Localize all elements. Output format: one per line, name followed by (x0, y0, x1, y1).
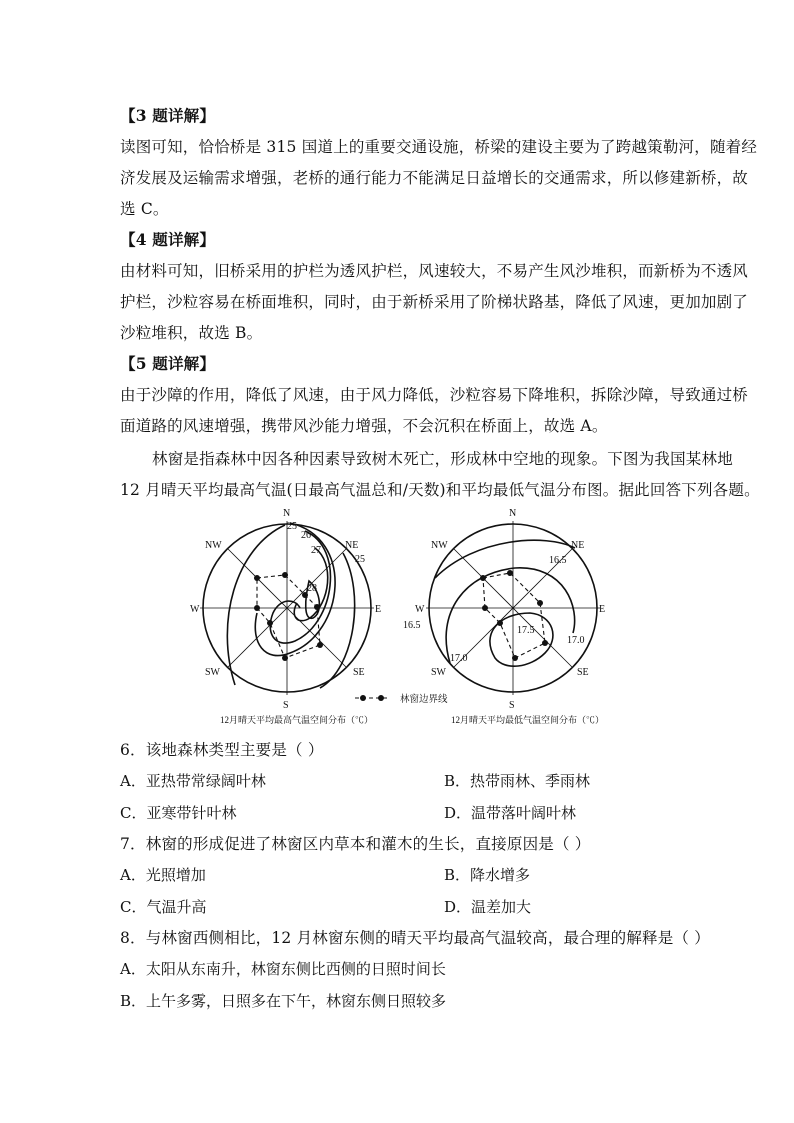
q7-option-b[interactable]: B．降水增多 (444, 866, 531, 884)
isotherm-label: 25 (355, 554, 365, 565)
right-caption: 12月晴天平均最低气温空间分布（℃） (451, 715, 605, 725)
isotherm-label: 26 (301, 530, 311, 541)
dir-nw: NW (431, 540, 448, 551)
q7-option-d[interactable]: D．温差加大 (444, 898, 532, 916)
dir-w: W (190, 604, 200, 615)
dir-e: E (375, 604, 382, 615)
q8-option-b[interactable]: B．上午多雾，日照多在下午，林窗东侧日照较多 (120, 992, 447, 1010)
q7-option-a[interactable]: A．光照增加 (120, 866, 206, 884)
question-6-stem: 6．该地森林类型主要是（ ） (120, 741, 324, 759)
dir-ne: NE (345, 540, 359, 551)
section-4-text: 护栏，沙粒容易在桥面堆积，同时，由于新桥采用了阶梯状路基，降低了风速，更加加剧了 (120, 293, 749, 311)
isotherm-label: 27 (311, 545, 321, 556)
section-4-text: 由材料可知，旧桥采用的护栏为透风护栏，风速较大，不易产生风沙堆积，而新桥为不透风 (120, 262, 749, 280)
isotherm-label: 17.0 (450, 653, 468, 664)
dir-sw: SW (431, 667, 446, 678)
dir-nw: NW (205, 540, 222, 551)
section-3-text: 济发展及运输需求增强，老桥的通行能力不能满足日益增长的交通需求，所以修建新桥，故 (120, 169, 749, 187)
section-5-text: 由于沙障的作用，降低了风速，由于风力降低，沙粒容易下降堆积，拆除沙障，导致通过桥 (120, 386, 749, 404)
q8-option-a[interactable]: A．太阳从东南升，林窗东侧比西侧的日照时间长 (120, 960, 446, 978)
isotherm-label: 25 (287, 521, 297, 532)
dir-w: W (415, 604, 425, 615)
q6-option-b[interactable]: B．热带雨林、季雨林 (444, 772, 591, 790)
dir-s: S (509, 700, 515, 711)
section-3-text: 选 C。 (120, 200, 169, 218)
right-isotherm-labels (403, 555, 585, 664)
section-3-heading: 【3 题详解】 (120, 106, 216, 125)
temperature-figure (190, 503, 615, 733)
q6-option-a[interactable]: A．亚热带常绿阔叶林 (120, 772, 266, 790)
dir-se: SE (577, 667, 589, 678)
section-4-heading: 【4 题详解】 (120, 230, 216, 249)
dir-sw: SW (205, 667, 220, 678)
isotherm-label: 28 (307, 583, 317, 594)
q6-option-c[interactable]: C．亚寒带针叶林 (120, 804, 237, 822)
question-8-stem: 8．与林窗西侧相比，12 月林窗东侧的晴天平均最高气温较高，最合理的解释是（ ） (120, 929, 710, 947)
dir-s: S (283, 700, 289, 711)
figure-svg (190, 503, 615, 733)
section-5-text: 面道路的风速增强，携带风沙能力增强，不会沉积在桥面上，故选 A。 (120, 417, 608, 435)
dir-ne: NE (571, 540, 585, 551)
intro-text: 12 月晴天平均最高气温(日最高气温总和/天数)和平均最低气温分布图。据此回答下列各题。 (120, 481, 760, 499)
dir-n: N (509, 508, 517, 519)
dir-se: SE (353, 667, 365, 678)
q7-option-c[interactable]: C．气温升高 (120, 898, 207, 916)
right-direction-labels (415, 508, 605, 711)
dir-n: N (283, 508, 291, 519)
section-3-text: 读图可知，恰恰桥是 315 国道上的重要交通设施，桥梁的建设主要为了跨越策勒河，随着经 (120, 138, 758, 156)
isotherm-label: 16.5 (403, 620, 421, 631)
isotherm-label: 17.5 (517, 625, 535, 636)
isotherm-label: 16.5 (549, 555, 567, 566)
question-7-stem: 7．林窗的形成促进了林窗区内草本和灌木的生长，直接原因是（ ） (120, 835, 591, 853)
section-5-heading: 【5 题详解】 (120, 354, 216, 373)
isotherm-label: 17.0 (567, 635, 585, 646)
intro-text: 林窗是指森林中因各种因素导致树木死亡，形成林中空地的现象。下图为我国某林地 (152, 450, 733, 468)
section-4-text: 沙粒堆积，故选 B。 (120, 324, 263, 342)
legend (355, 693, 448, 705)
left-caption: 12月晴天平均最高气温空间分布（℃） (220, 715, 374, 725)
q6-option-d[interactable]: D．温带落叶阔叶林 (444, 804, 577, 822)
legend-label: 林窗边界线 (400, 695, 448, 705)
dir-e: E (599, 604, 606, 615)
